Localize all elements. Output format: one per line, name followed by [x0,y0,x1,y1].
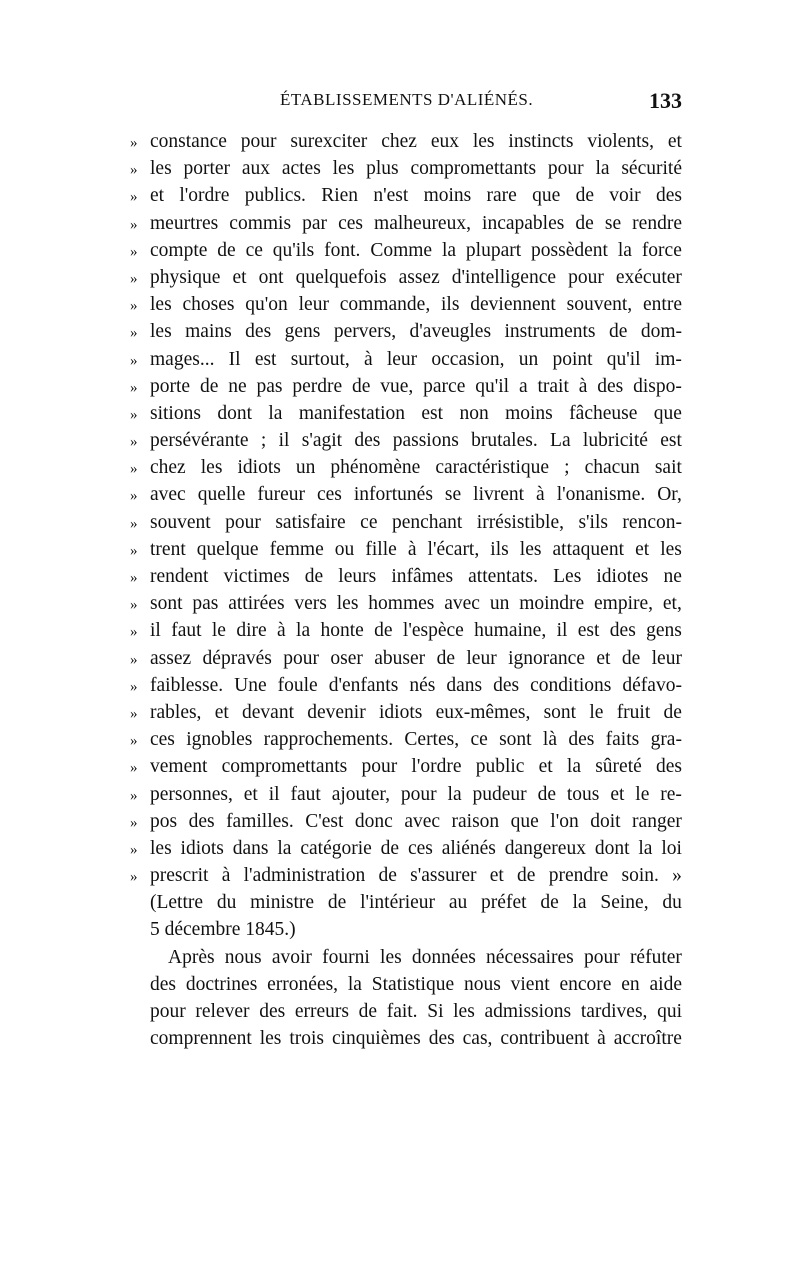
page-number: 133 [649,88,682,113]
text-line [130,128,682,155]
text-line [130,645,682,672]
line-text: persévérante ; il s'agit des passions brutales. La lubricité est [150,430,682,452]
page-header [130,90,682,116]
line-text: pos des familles. C'est donc avec raison que l'on doit ranger [150,810,682,832]
line-text: les choses qu'on leur commande, ils deviennent souvent, entre [150,294,682,316]
line-text: ces ignobles rapprochements. Certes, ce sont là des faits gra- [150,729,682,751]
quote-mark: » [130,570,138,586]
text-line [130,400,682,427]
line-text: trent quelque femme ou fille à l'écart, ils les attaquent et les [150,538,682,560]
quote-mark: » [130,189,138,206]
text-line [130,944,682,971]
text-line [130,590,682,617]
quote-mark: » [130,651,138,668]
line-text: (Lettre du ministre de l'intérieur au préfet de la Seine, du [150,892,682,914]
quote-mark: » [130,705,138,722]
text-line [130,889,682,916]
line-text: constance pour surexciter chez eux les instincts violents, et [150,131,682,152]
line-text: comprennent les trois cinquièmes des cas, contribuent à accroître [150,1028,682,1050]
quote-mark: » [130,406,138,423]
quote-mark: » [130,135,138,151]
quote-mark: » [130,216,138,233]
line-text: pour relever des erreurs de fait. Si les admissions tardives, qui [150,1001,682,1022]
line-text: les mains des gens pervers, d'aveugles instruments de dom- [150,321,682,343]
line-text: prescrit à l'administration de s'assurer et de prendre soin. » [150,865,682,887]
text-line [130,210,682,237]
line-text: physique et ont quelquefois assez d'intelligence pour exécuter [150,266,682,288]
text-line [130,699,682,726]
quote-mark: » [130,624,138,641]
quote-mark: » [130,597,138,614]
text-line [130,481,682,508]
text-line [130,563,682,590]
body-text [130,128,682,1052]
text-line [130,808,682,835]
text-line [130,617,682,644]
line-text: souvent pour satisfaire ce penchant irrésistible, s'ils rencon- [150,511,682,533]
line-text: 5 décembre 1845.) [150,919,296,941]
quote-mark: » [130,678,138,695]
line-text: meurtres commis par ces malheureux, incapables de se rendre [150,212,682,234]
text-line [130,182,682,209]
quote-mark: » [130,841,138,858]
quote-mark: » [130,243,138,260]
line-text: rables, et devant devenir idiots eux-mêmes, sont le fruit de [150,701,682,723]
line-text: avec quelle fureur ces infortunés se livrent à l'onanisme. Or, [150,484,682,506]
line-text: chez les idiots un phénomène caractéristique ; chacun sait [150,457,682,479]
quote-mark: » [130,434,138,451]
line-text: rendent victimes de leurs infâmes attentats. Les idiotes ne [150,566,682,587]
quote-mark: » [130,787,138,804]
quote-mark: » [130,814,138,831]
text-line [130,237,682,264]
text-line [130,155,682,182]
quote-mark: » [130,869,138,886]
text-line [130,454,682,481]
text-line [130,862,682,889]
line-text: sont pas attirées vers les hommes avec un moindre empire, et, [150,593,682,615]
line-text: mages... Il est surtout, à leur occasion, un point qu'il im- [150,348,682,370]
line-text: et l'ordre publics. Rien n'est moins rare que de voir des [150,185,682,207]
quote-mark: » [130,760,138,777]
line-text: les porter aux actes les plus compromettants pour la sécurité [150,158,682,180]
line-text: vement compromettants pour l'ordre public et la sûreté des [150,756,682,778]
text-line [130,427,682,454]
text-line [130,509,682,536]
quote-mark: » [130,461,138,478]
text-line [130,536,682,563]
text-line [130,753,682,780]
line-text: personnes, et il faut ajouter, pour la pudeur de tous et le re- [150,783,682,805]
quote-mark: » [130,298,138,315]
running-head: ÉTABLISSEMENTS D'ALIÉNÉS. [280,90,534,109]
quote-mark: » [130,379,138,396]
line-text: compte de ce qu'ils font. Comme la plupart possèdent la force [150,239,682,261]
text-line [130,373,682,400]
line-text: porte de ne pas perdre de vue, parce qu'il a trait à des dispo- [150,375,682,397]
quote-mark: » [130,542,138,559]
line-text: faiblesse. Une foule d'enfants nés dans des conditions défavo- [150,674,682,696]
text-line [130,916,682,943]
text-line [130,1025,682,1052]
line-text: il faut le dire à la honte de l'espèce humaine, il est des gens [150,620,682,642]
quote-mark: » [130,488,138,505]
text-line [130,264,682,291]
text-line [130,672,682,699]
text-line [130,726,682,753]
quote-mark: » [130,270,138,287]
text-line [130,971,682,998]
line-text: sitions dont la manifestation est non moins fâcheuse que [150,402,682,424]
line-text: les idiots dans la catégorie de ces aliénés dangereux dont la loi [150,837,682,859]
line-text: Après nous avoir fourni les données nécessaires pour réfuter [168,946,682,968]
quote-mark: » [130,325,138,342]
line-text: des doctrines erronées, la Statistique nous vient encore en aide [150,973,682,995]
quote-mark: » [130,733,138,750]
text-line [130,781,682,808]
text-line [130,318,682,345]
line-text: assez dépravés pour oser abuser de leur ignorance et de leur [150,647,682,669]
text-line [130,998,682,1025]
text-line [130,291,682,318]
quote-mark: » [130,352,138,369]
quote-mark: » [130,162,138,179]
quote-mark: » [130,515,138,532]
text-line [130,346,682,373]
text-line [130,835,682,862]
